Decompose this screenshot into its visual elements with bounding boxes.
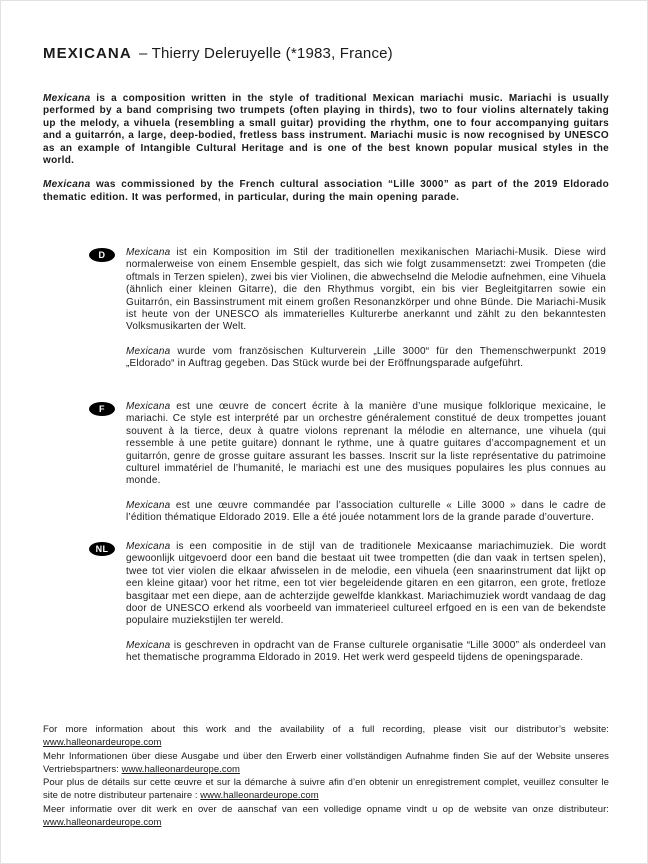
dutch-description (126, 541, 606, 665)
work-name-italic: Mexicana (126, 499, 171, 511)
paragraph-text: est une œuvre commandée par l’association culturelle « Lille 3000 » dans le cadre de l’édition thématique Eldorado 2019. Elle a été jouée notamment lors de la grande parade d’ouverture. (126, 499, 606, 524)
work-name-italic: Mexicana (126, 345, 171, 357)
work-name-italic: Mexicana (126, 541, 171, 552)
work-name-italic: Mexicana (43, 93, 91, 104)
distributor-link[interactable]: www.halleonardeurope.com (121, 763, 241, 775)
paragraph-text: est une œuvre de concert écrite à la manière d’une musique folklorique mexicaine, le mariachi. Ce style est interprété par un orchestre généralement constitué de deux trompettes jouant souvent à la tierce, deux à quatre violons reprenant la mélodie en alternance, une vihuela (qui ressemble à une petite guitare) donnant le rythme, une à quatre guitares d’accompagnement et un guitarrón, genre de grosse guitare assurant les basses. Inscrit sur la liste représentative du patrimoine culturel immatériel de l’humanité, le mariachi est une des musiques populaires les plus connues au monde. (126, 401, 606, 487)
distributor-link[interactable]: www.halleonardeurope.com (43, 737, 162, 749)
paragraph-text: is geschreven in opdracht van de Franse culturele organisatie “Lille 3000” als onderdeel van het thematische programma Eldorado in 2019. Het werk werd gespeeld tijdens de openingsparade. (126, 639, 606, 664)
section-paragraph (126, 500, 606, 525)
section-french (89, 401, 606, 525)
language-badge-nl: NL (89, 542, 115, 556)
page-title (43, 45, 606, 62)
distributor-link[interactable]: www.halleonardeurope.com (200, 790, 319, 802)
german-description (126, 247, 606, 371)
language-badge-fr: F (89, 402, 115, 416)
distributor-info (43, 723, 609, 829)
section-german (89, 247, 606, 371)
section-dutch (89, 541, 606, 665)
paragraph-text: is a composition written in the style of traditional Mexican mariachi music. Mariachi is usually performed by a band comprising two trumpets (often playing in thirds), two to four violins alternately taking up the melody, a vihuela (resembling a small guitar) providing the rhythm, one to four accompanying guitars and a guitarrón, a large, deep-bodied, fretless bass instrument. Mariachi music is now recognised by UNESCO as an example of Intangible Cultural Heritage and is one of the best known popular musical styles in the world. (43, 93, 609, 167)
paragraph-text: ist ein Komposition im Stil der traditionellen mexikanischen Mariachi-Musik. Diese wird normalerweise von einem Ensemble gespielt, das sich wie folgt zusammensetzt: zwei Trompeten (die oftmals in Terzen spielen), zwei bis vier Violinen, die abwechselnd die Melodie aufnehmen, eine Vihuela (ähnlich einer kleinen Gitarre), die den Rhythmus vorgibt, ein bis vier Begleitgitarren sowie ein Guitarrón, ein Bassinstrument mit einem großen Resonanzkörper und ohne Bünde. Die Mariachi-Musik ist heute von der UNESCO als immaterielles Kulturerbe anerkannt und zählt zu den bekanntesten Volksmusikarten der Welt. (126, 247, 606, 333)
intro-paragraph-2 (43, 179, 609, 204)
work-name-italic: Mexicana (126, 639, 171, 651)
paragraph-text: is een compositie in de stijl van de traditionele Mexicaanse mariachimuziek. Die wordt gewoonlijk uitgevoerd door een band die bestaat uit twee trompetten (die dan vaak in tertsen spelen), twee tot vier violen die elkaar afwisselen in de melodie, een vihuela (een snaarinstrument dat lijkt op een kleine gitaar) voor het ritme, een tot vier begeleidende gitaren en een gitarron, een grote, fretloze basgitaar met een diepe, aan de achterzijde gewelfde klankkast. Mariachimuziek wordt vandaag de dag door de UNESCO erkend als voorbeeld van immaterieel cultureel erfgoed en is een van de bekendste populaire muziekstijlen ter wereld. (126, 541, 606, 627)
footer-item-en (43, 723, 609, 750)
footer-text: For more information about this work and the availability of a full recording, please visit our distributor’s website: (43, 724, 609, 735)
section-paragraph (126, 640, 606, 665)
paragraph-text: was commissioned by the French cultural association “Lille 3000” as part of the 2019 Eldorado thematic edition. It was performed, in particular, during the main opening parade. (43, 179, 609, 203)
work-name-italic: Mexicana (43, 179, 91, 191)
section-paragraph (126, 247, 606, 334)
english-description (43, 93, 609, 204)
footer-item-de (43, 750, 609, 777)
language-badge-de: D (89, 248, 115, 262)
work-name-italic: Mexicana (126, 401, 171, 412)
footer-item-fr (43, 776, 609, 803)
section-paragraph (126, 346, 606, 371)
composer-name: – Thierry Deleruyelle (*1983, France) (138, 45, 393, 62)
work-title: MEXICANA (43, 45, 132, 62)
footer-text: Pour plus de détails sur cette œuvre et sur la démarche à suivre afin d’en obtenir un enregistrement complet, veuillez consulter le site de notre distributeur partenaire : (43, 777, 609, 802)
work-name-italic: Mexicana (126, 247, 171, 258)
footer-text: Meer informatie over dit werk en over de aanschaf van een volledige opname vindt u op de website van onze distributeur: (43, 803, 609, 815)
paragraph-text: wurde vom französischen Kulturverein „Lille 3000“ für den Themenschwerpunkt 2019 „Eldorado“ in Auftrag gegeben. Das Stück wurde bei der Eröffnungsparade aufgeführt. (126, 345, 606, 370)
intro-paragraph-1 (43, 93, 609, 167)
distributor-link[interactable]: www.halleonardeurope.com (43, 817, 162, 829)
section-paragraph (126, 401, 606, 488)
french-description (126, 401, 606, 525)
footer-text: Mehr Informationen über diese Ausgabe und über den Erwerb einer vollständigen Aufnahme finden Sie auf der Website unseres Vertriebspartners: (43, 750, 609, 775)
section-paragraph (126, 541, 606, 628)
footer-item-nl (43, 803, 609, 830)
